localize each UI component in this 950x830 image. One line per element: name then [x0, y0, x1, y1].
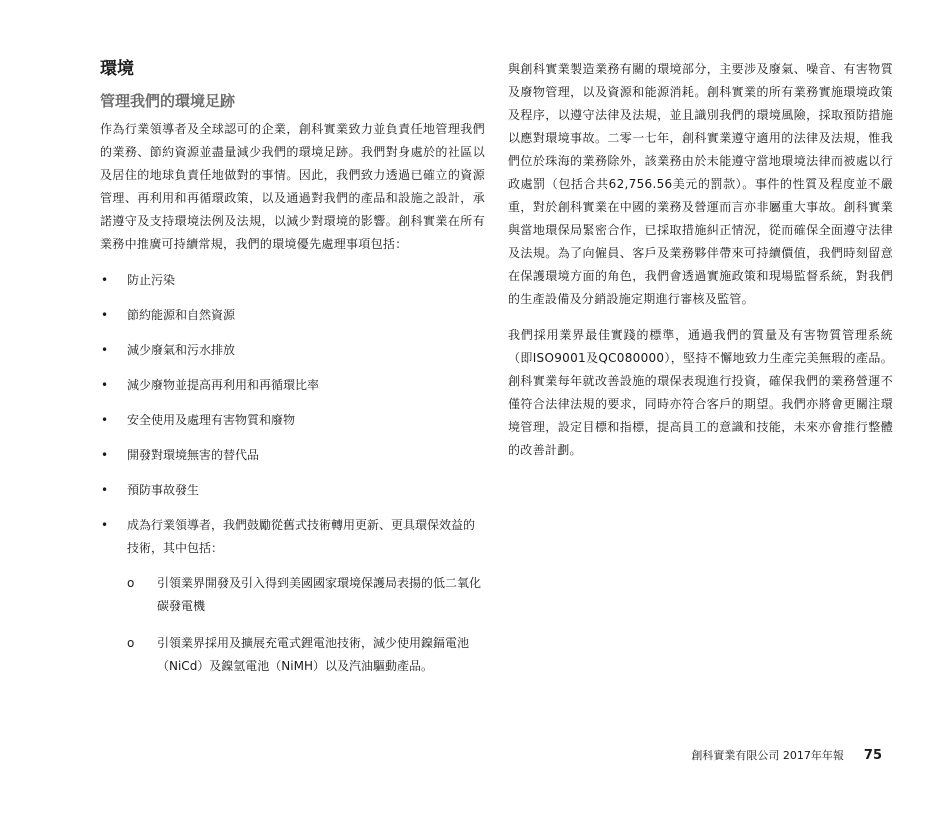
body-paragraph: 我們採用業界最佳實踐的標準，通過我們的質量及有害物質管理系統（即ISO9001及QC080000），堅持不懈地致力生產完美無瑕的產品。創科實業每年就改善設施的環保表現進行投資，確保我們的業務營運不僅符合法律法規的要求，同時亦符合客戶的期望。我們亦將會更關注環境管理，設定目標和指標，提高員工的意識和技能，未來亦會推行整體的改善計劃。 [508, 328, 893, 457]
list-item [100, 269, 485, 292]
sub-list-item-text: 引領業界採用及擴展充電式鋰電池技術，減少使用鎳鎘電池（NiCd）及鎳氫電池（NiMH）以及汽油驅動產品。 [157, 636, 470, 673]
list-item [100, 514, 485, 678]
page-footer [691, 747, 882, 763]
list-item [100, 409, 485, 432]
sub-list-item [100, 632, 485, 678]
list-item-text: 安全使用及處理有害物質和廢物 [127, 413, 296, 427]
list-item-text: 開發對環境無害的替代品 [127, 448, 260, 462]
bullet-icon: • [101, 273, 109, 287]
list-item [100, 374, 485, 397]
list-item-text: 減少廢氣和污水排放 [127, 343, 236, 357]
circle-bullet-icon: o [127, 576, 135, 590]
list-item [100, 339, 485, 362]
sub-list [100, 572, 485, 678]
list-item-text: 成為行業領導者，我們鼓勵從舊式技術轉用更新、更具環保效益的技術，其中包括： [127, 518, 476, 555]
circle-bullet-icon: o [127, 636, 135, 650]
bullet-icon: • [101, 413, 109, 427]
list-item-text: 防止污染 [127, 273, 176, 287]
list-item-text: 預防事故發生 [127, 483, 200, 497]
list-item-text: 減少廢物並提高再利用和再循環比率 [127, 378, 320, 392]
left-column [100, 58, 485, 692]
sub-list-item [100, 572, 485, 618]
list-item [100, 304, 485, 327]
bullet-icon: • [101, 308, 109, 322]
bullet-icon: • [101, 343, 109, 357]
list-item [100, 479, 485, 502]
bullet-icon: • [101, 518, 109, 532]
bullet-icon: • [101, 448, 109, 462]
section-subheading: 管理我們的環境足跡 [100, 92, 236, 110]
priority-list [100, 269, 485, 678]
bullet-icon: • [101, 483, 109, 497]
bullet-icon: • [101, 378, 109, 392]
footer-company: 創科實業有限公司 2017年年報 [691, 749, 844, 762]
section-heading: 環境 [100, 59, 134, 79]
sub-list-item-text: 引領業界開發及引入得到美國國家環境保護局表揚的低二氧化碳發電機 [157, 576, 482, 613]
page-number: 75 [863, 748, 882, 763]
list-item-text: 節約能源和自然資源 [127, 308, 236, 322]
right-column [508, 58, 893, 462]
intro-paragraph: 作為行業領導者及全球認可的企業，創科實業致力並負責任地管理我們的業務、節約資源並盡量減少我們的環境足跡。我們對身處於的社區以及居住的地球負責任地做對的事情。因此，我們致力透過已確立的資源管理、再利用和再循環政策，以及通過對我們的產品和設施之設計，承諾遵守及支持環境法例及法規，以減少對環境的影響。創科實業在所有業務中推廣可持續常規，我們的環境優先處理事項包括： [100, 122, 485, 251]
list-item [100, 444, 485, 467]
body-paragraph: 與創科實業製造業務有關的環境部分，主要涉及廢氣、噪音、有害物質及廢物管理，以及資源和能源消耗。創科實業的所有業務實施環境政策及程序，以遵守法律及法規，並且識別我們的環境風險，採取預防措施以應對環境事故。二零一七年，創科實業遵守適用的法律及法規，惟我們位於珠海的業務除外，該業務由於未能遵守當地環境法律而被處以行政處罰（包括合共62,756.56美元的罰款）。事件的性質及程度並不嚴重，對於創科實業在中國的業務及營運而言亦非屬重大事故。創科實業與當地環保局緊密合作，已採取措施糾正情況，從而確保全面遵守法律及法規。為了向僱員、客戶及業務夥伴帶來可持續價值，我們時刻留意在保護環境方面的角色，我們會透過實施政策和現場監督系統，對我們的生產設備及分銷設施定期進行審核及監管。 [508, 62, 893, 306]
